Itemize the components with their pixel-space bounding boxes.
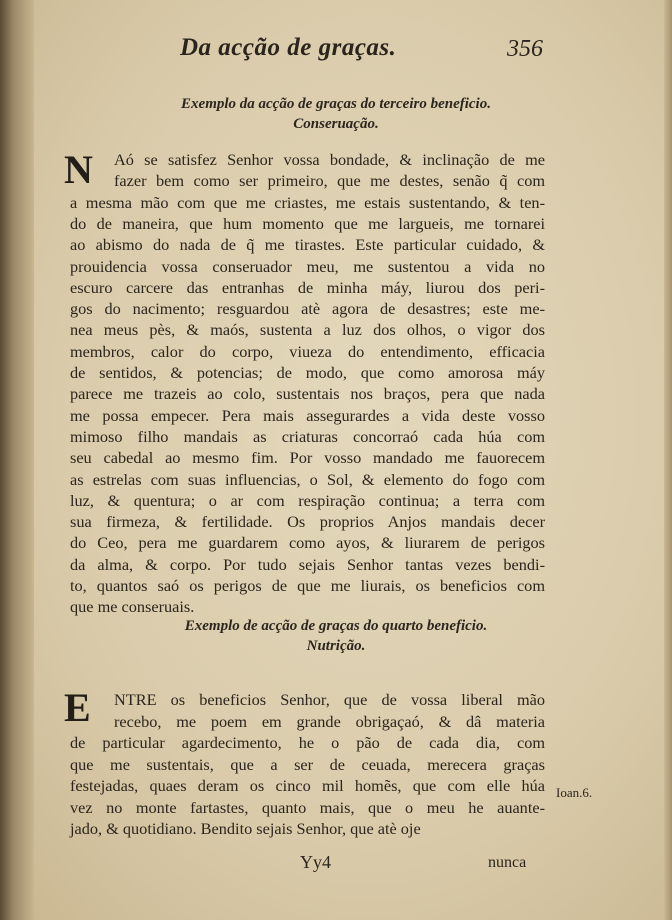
text-line: Aó se satisfez Senhor vossa bondade, & inclinação de me	[114, 150, 545, 169]
drop-cap: N	[64, 147, 93, 192]
text-line: de sentidos, & potencias; de modo, que como amorosa máy	[70, 363, 545, 382]
running-head: Da acção de graças.	[180, 34, 397, 61]
text-line: NTRE os beneficios Senhor, que de vossa liberal mão	[114, 690, 545, 709]
text-line: nea meus pès, & maós, sustenta a luz dos olhos, o vigor dos	[70, 320, 545, 340]
text-line: mimoso filho mandais as criaturas concorraó cada húa com	[70, 426, 545, 446]
text-line: jado, & quotidiano. Bendito sejais Senhor, que atè oje	[70, 819, 421, 838]
text-line: da alma, & corpo. Por tudo sejais Senhor tantas vezes bendi-	[70, 554, 545, 574]
text-line: fazer bem como ser primeiro, que me destes, senão q̃ com	[114, 171, 545, 191]
text-line: vez no monte fartastes, quanto mais, que o meu he auante-	[70, 797, 545, 817]
drop-cap: E	[64, 685, 91, 730]
text-line: que me conseruais.	[70, 597, 195, 617]
text-line: ao abismo do nada de q̃ me tirastes. Este particular cuidado, &	[70, 235, 545, 255]
section-title: Exemplo de acção de graças do quarto beneficio.	[184, 618, 488, 634]
page-edge	[664, 0, 672, 920]
text-line: to, quantos saó os perigos de que me liurais, os beneficios com	[70, 576, 545, 595]
text-line: me possa empecer. Pera mais assegurardes a vida deste vosso	[70, 405, 545, 425]
text-line: a mesma mão com que me criastes, me estais sustentando, & ten-	[70, 192, 545, 212]
text-line: recebo, me poem em grande obrigaçaó, & dâ materia	[114, 711, 545, 731]
text-line: gos do nacimento; resguardou atè agora de desastres; este me-	[70, 299, 545, 319]
text-line: as estrelas com suas influencias, o Sol, & elemento do fogo com	[70, 469, 545, 489]
page-number: 356	[507, 36, 543, 62]
book-binding	[0, 0, 34, 920]
text-line: escuro carcere das entranhas de minha máy, liurou dos peri-	[70, 277, 545, 297]
section-title: Exemplo da acção de graças do terceiro beneficio.	[181, 96, 491, 112]
catchword: nunca	[488, 854, 527, 871]
text-line: que me sustentais, que a ser de ceuada, merecera graças	[70, 754, 545, 774]
text-line: do Ceo, pera me guardarem como ayos, & liurarem de perigos	[70, 533, 545, 553]
text-line: festejadas, quaes deram os cinco mil homẽs, que com elle húa	[70, 776, 545, 795]
text-line: membros, calor do corpo, viueza do entendimento, efficacia	[70, 341, 545, 361]
text-line: de particular agardecimento, he o pão de cada dia, com	[70, 733, 545, 752]
margin-note: Ioan.6.	[556, 785, 593, 800]
signature-mark: Yy4	[300, 852, 331, 872]
text-line: seu cabedal ao mesmo fim. Por vosso mandado me fauorecem	[70, 448, 545, 468]
text-line: prouidencia vossa conseruador meu, me sustentou a vida no	[70, 256, 545, 276]
text-line: do de maneira, que hum momento que me largueis, me tornarei	[70, 213, 545, 233]
text-line: luz, & quentura; o ar com respiração continua; a terra com	[70, 490, 545, 510]
section-subtitle: Nutrição.	[306, 638, 366, 654]
text-line: sua firmeza, & fertilidade. Os proprios Anjos mandais decer	[70, 512, 545, 532]
section-subtitle: Conseruação.	[293, 116, 379, 132]
text-line: parece me trazeis ao colo, sustentais nos braços, pera que nada	[70, 384, 545, 404]
